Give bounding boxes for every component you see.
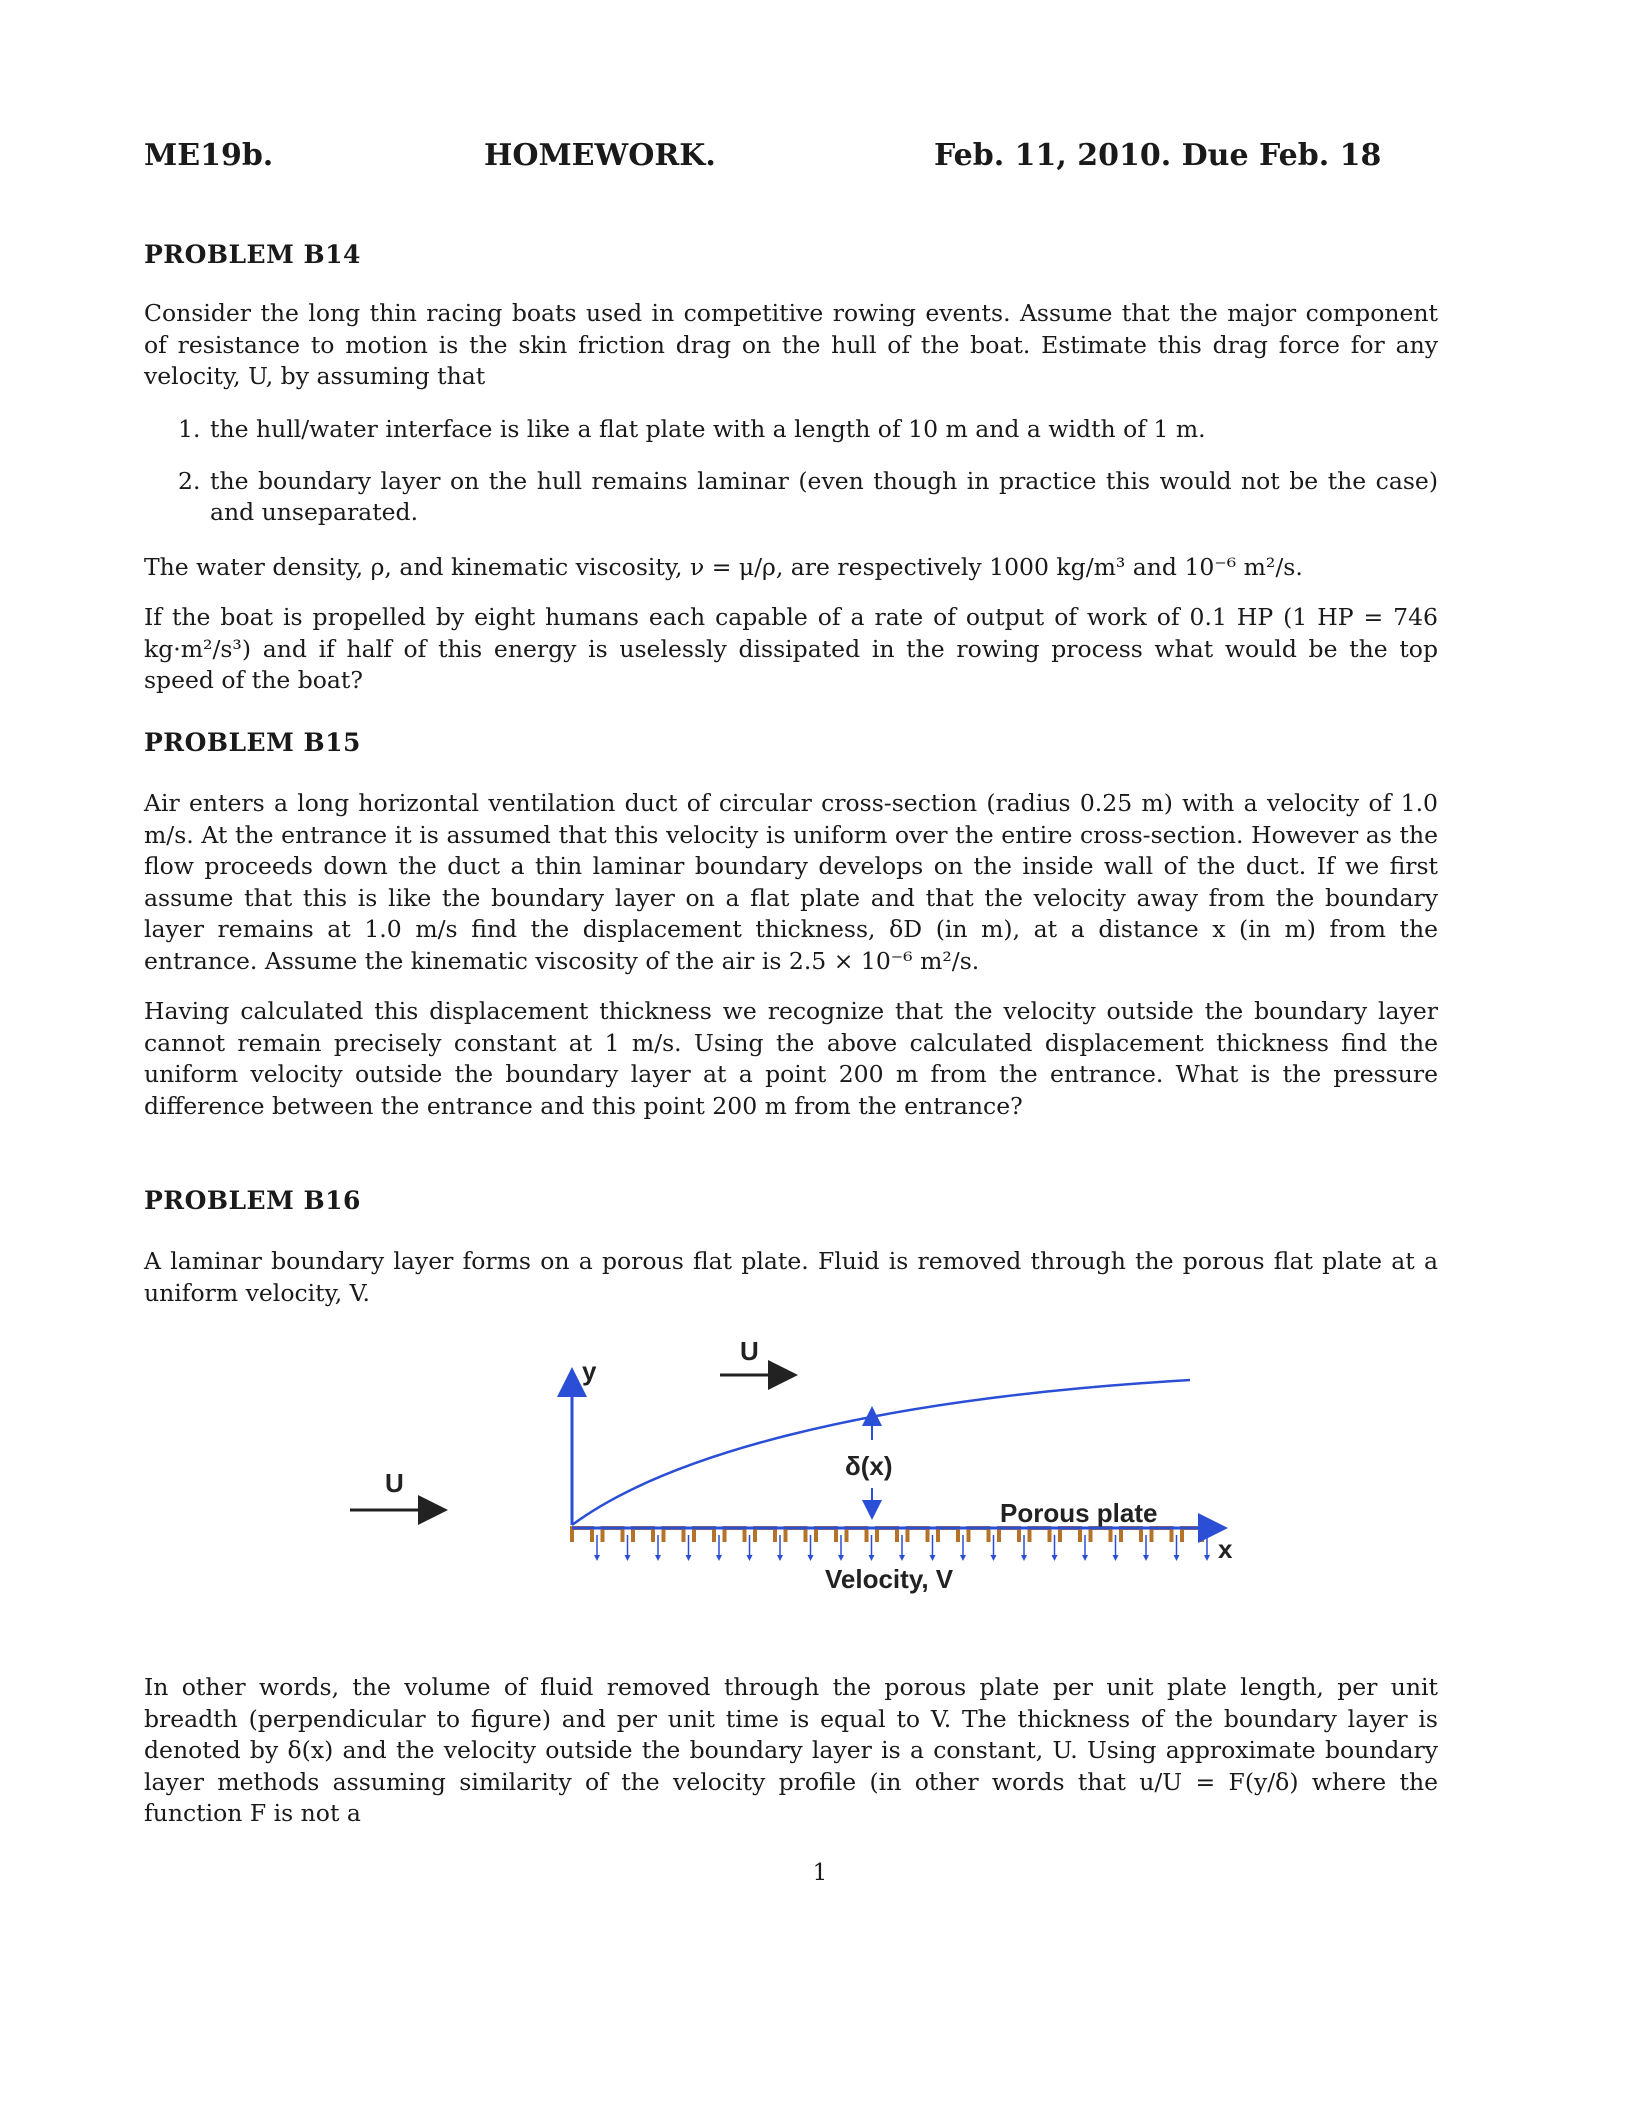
plate-segment xyxy=(1121,1528,1141,1542)
list-item xyxy=(144,466,1438,529)
list-number: 1. xyxy=(178,415,201,443)
freestream-label-top: U xyxy=(740,1336,759,1366)
plate-segment xyxy=(1060,1528,1080,1542)
problem-b16-paragraph-1: A laminar boundary layer forms on a porous flat plate. Fluid is removed through the porous flat plate at a uniform velocity, V. xyxy=(144,1247,1438,1307)
list-text: the boundary layer on the hull remains laminar (even though in practice this would not be the case) and unseparated. xyxy=(210,466,1438,527)
plate-segment xyxy=(1030,1528,1050,1542)
suction-arrow-head xyxy=(838,1555,844,1561)
suction-arrow-head xyxy=(1113,1555,1119,1561)
suction-arrow-head xyxy=(1143,1555,1149,1561)
porous-plate xyxy=(572,1528,1202,1542)
page-header xyxy=(144,138,1454,178)
problem-b14-assumptions xyxy=(144,414,1438,549)
plate-segment xyxy=(1152,1528,1172,1542)
x-axis-label: x xyxy=(1218,1534,1233,1564)
plate-segment xyxy=(664,1528,684,1542)
plate-segment xyxy=(633,1528,653,1542)
suction-arrow-head xyxy=(991,1555,997,1561)
plate-segment xyxy=(816,1528,836,1542)
delta-label: δ(x) xyxy=(845,1451,893,1481)
plate-segment xyxy=(755,1528,775,1542)
plate-segment xyxy=(847,1528,867,1542)
plate-segment xyxy=(877,1528,897,1542)
plate-segment xyxy=(1182,1528,1202,1542)
problem-b15-paragraph-1: Air enters a long horizontal ventilation duct of circular cross-section (radius 0.25 m) with a velocity of 1.0 m/s. At the entrance it is assumed that this velocity is uniform over the entire cross-section. However as the flow proceeds down the duct a thin laminar boundary develops on the inside wall of the duct. If we first assume that this is like the boundary layer on a flat plate and that the velocity away from the boundary layer remains at 1.0 m/s find the displacement thickness, δD (in m), at a distance x (in m) from the entrance. Assume the kinematic viscosity of the air is 2.5 × 10⁻⁶ m²/s. xyxy=(144,789,1438,975)
porous-plate-figure xyxy=(330,1330,1233,1600)
suction-arrow-head xyxy=(960,1555,966,1561)
problem-b15-heading: PROBLEM B15 xyxy=(144,728,361,757)
plate-segment xyxy=(969,1528,989,1542)
porous-plate-label: Porous plate xyxy=(1000,1498,1158,1528)
problem-b14-properties: The water density, ρ, and kinematic viscosity, ν = μ/ρ, are respectively 1000 kg/m³ and 10⁻⁶ m²/s. xyxy=(144,553,1303,581)
plate-segment xyxy=(725,1528,745,1542)
document-title: HOMEWORK. xyxy=(484,138,716,173)
plate-segment xyxy=(938,1528,958,1542)
problem-b14-heading: PROBLEM B14 xyxy=(144,240,361,269)
list-number: 2. xyxy=(178,466,201,495)
suction-arrow-head xyxy=(930,1555,936,1561)
suction-arrow-head xyxy=(1174,1555,1180,1561)
suction-arrow-head xyxy=(686,1555,692,1561)
list-text: the hull/water interface is like a flat plate with a length of 10 m and a width of 1 m. xyxy=(210,415,1206,443)
plate-segment xyxy=(694,1528,714,1542)
plate-segment xyxy=(603,1528,623,1542)
plate-segment xyxy=(999,1528,1019,1542)
y-axis-label: y xyxy=(582,1356,597,1386)
suction-arrow-head xyxy=(869,1555,875,1561)
problem-b14-question: If the boat is propelled by eight humans each capable of a rate of output of work of 0.1 HP (1 HP = 746 kg·m²/s³) and if half of this energy is uselessly dissipated in the rowing process what would be the top speed of the boat? xyxy=(144,603,1438,695)
porous-plate-diagram xyxy=(330,1330,1233,1600)
suction-velocity-arrows xyxy=(594,1535,1210,1561)
suction-arrow-head xyxy=(1052,1555,1058,1561)
suction-arrow-head xyxy=(777,1555,783,1561)
suction-arrow-head xyxy=(1204,1555,1210,1561)
suction-arrow-head xyxy=(899,1555,905,1561)
problem-b15-paragraph-2: Having calculated this displacement thickness we recognize that the velocity outside the boundary layer cannot remain precisely constant at 1 m/s. Using the above calculated displacement thickness find the uniform velocity outside the boundary layer at a point 200 m from the entrance. What is the pressure difference between the entrance and this point 200 m from the entrance? xyxy=(144,997,1438,1120)
suction-arrow-head xyxy=(716,1555,722,1561)
problem-b16-paragraph-2: In other words, the volume of fluid removed through the porous plate per unit plate length, per unit breadth (perpendicular to figure) and per unit time is equal to V. The thickness of the boundary layer is denoted by δ(x) and the velocity outside the boundary layer is a constant, U. Using approximate boundary layer methods assuming similarity of the velocity profile (in other words that u/U = F(y/δ) where the function F is not a xyxy=(144,1673,1438,1828)
due-date: Feb. 11, 2010. Due Feb. 18 xyxy=(934,138,1382,173)
problem-b16-heading: PROBLEM B16 xyxy=(144,1186,361,1215)
plate-segment xyxy=(572,1528,592,1542)
plate-segment xyxy=(908,1528,928,1542)
suction-arrow-head xyxy=(625,1555,631,1561)
suction-arrow-head xyxy=(1021,1555,1027,1561)
page-number: 1 xyxy=(812,1860,828,1886)
suction-arrow-head xyxy=(594,1555,600,1561)
freestream-label-left: U xyxy=(385,1468,404,1498)
problem-b14-intro: Consider the long thin racing boats used in competitive rowing events. Assume that the major component of resistance to motion is the skin friction drag on the hull of the boat. Estimate this drag force for any velocity, U, by assuming that xyxy=(144,299,1438,391)
suction-velocity-label: Velocity, V xyxy=(825,1564,954,1594)
suction-arrow-head xyxy=(1082,1555,1088,1561)
plate-segment xyxy=(786,1528,806,1542)
plate-segment xyxy=(1091,1528,1111,1542)
course-code: ME19b. xyxy=(144,138,274,173)
list-item xyxy=(144,414,1438,446)
suction-arrow-head xyxy=(655,1555,661,1561)
suction-arrow-head xyxy=(808,1555,814,1561)
suction-arrow-head xyxy=(747,1555,753,1561)
